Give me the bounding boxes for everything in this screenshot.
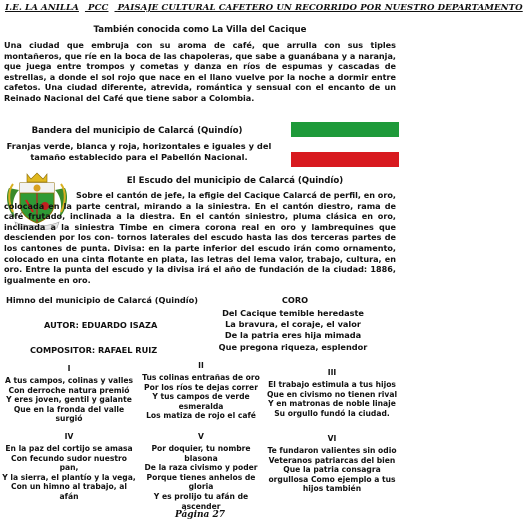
flag-stripe-white [291, 137, 399, 152]
stanza-line: Su orgullo fundó la ciudad. [274, 408, 390, 418]
coro-line: La bravura, el coraje, el valor [225, 319, 361, 330]
stanza-line: El trabajo estimula a tus hijos [268, 380, 396, 389]
stanza-number: VI [327, 434, 337, 443]
stanza-line: En la paz del cortijo se amasa [5, 444, 133, 453]
intro-paragraph: Una ciudad que embruja con su aroma de café, que arrulla con sus tiples montañeros, que ríe en la boca de las chapoleras, que sabe a guanábana y a naranja, que juega entre trompos y cometas y danza en ríos de espumas y cascadas de estrellas, a donde el sol rojo que nace en el llano vuelve por la noche a dormir entre cafetos. Una ciudad diferente, atrevida, romántica y sensual con el encanto de un Reinado Nacional del Café que tiene sabor a Colombia. [4, 40, 396, 103]
stanza-line: Y la sierra, el plantío y la vega, [2, 472, 136, 482]
stanza-number: III [327, 368, 337, 377]
stanza-line: Tus colinas entrañas de oro [142, 373, 260, 382]
coro-label: CORO [281, 295, 309, 305]
stanza-line: Y en matronas de noble linaje [268, 399, 396, 409]
stanza-line: A tus campos, colinas y valles [4, 376, 134, 385]
hymn-composer: COMPOSITOR: RAFAEL RUIZ [30, 345, 158, 355]
header-title: PAISAJE CULTURAL CAFETERO UN RECORRIDO POR NUESTRO DEPARTAMENTO [117, 3, 523, 13]
stanza-line: Con fecundo sudor nuestro pan, [11, 453, 127, 473]
hymn-title: Himno del municipio de Calarcá (Quindío) [6, 295, 198, 305]
stanza-line: Los matiza de rojo el café [146, 411, 256, 421]
coro-line: Que pregona riqueza, esplendor [218, 341, 368, 352]
stanza-6 [264, 434, 400, 494]
stanza-3 [264, 368, 400, 418]
stanza-line: Porque tienes anhelos de gloria [146, 472, 256, 492]
stanza-line: Por los ríos te dejas correr [144, 382, 258, 392]
coro-block [218, 308, 368, 353]
stanza-2 [135, 361, 267, 421]
flag-title: Bandera del municipio de Calarcá (Quindío) [31, 126, 243, 136]
stanza-line: orgullosa Como ejemplo a tus [268, 474, 396, 484]
stanza-line: Y tus campos de verde [152, 392, 250, 402]
shield-paragraph: Sobre el cantón de jefe, la efigie del Cacique Calarcá de perfil, en oro, colocada en la parte central, mirando a la siniestra. En el cantón diestro, rama de café frutado, inclinada a la diestra. En el cantón siniestro, pluma clásica en oro, inclinada a la siniestra Timbe en cimera corona real en oro y lambrequines que descienden por los con- tornos laterales del escudo hasta las dos terceras partes de los cantones de punta. Divisa: en la parte inferior del escudo irán como ornamento, colocado en una cinta flotante en plata, las letras del lema valor, trabajo, cultura, en oro. Entre la punta del escudo y la divisa irá el año de fundación de la ciudad: 1886, igualmente en oro. [4, 190, 396, 285]
page-number: Página 27 [174, 510, 226, 520]
flag-description: Franjas verde, blanca y roja, horizontales e iguales y del tamaño establecido para el Pabellón Nacional. [6, 141, 272, 162]
school-name: I.E. LA ANILLA [5, 3, 79, 13]
coro-line: De la patria eres hija mimada [224, 330, 362, 341]
stanza-line: Con derroche natura premió [8, 385, 130, 395]
stanza-line: Te fundaron valientes sin odio [267, 446, 397, 455]
stanza-number: I [67, 364, 71, 373]
page-header [5, 3, 523, 13]
stanza-line: esmeralda [178, 401, 224, 411]
stanza-line: Y es prolijo tu afán de ascender [153, 491, 249, 511]
stanza-number: II [198, 361, 204, 370]
stanza-line: De la raza civismo y poder [144, 463, 258, 473]
header-abbr: PCC [88, 3, 109, 13]
stanza-5 [135, 432, 267, 511]
intro-title: También conocida como La Villa del Cacique [93, 25, 307, 35]
shield-title: El Escudo del municipio de Calarcá (Quindío) [126, 176, 344, 186]
stanza-line: Que en civismo no tienen rival [266, 389, 398, 399]
stanza-line: Que en la fronda del valle [13, 404, 125, 414]
flag-stripe-green [291, 122, 399, 137]
stanza-line: Y eres joven, gentil y galante [6, 395, 132, 405]
municipal-flag [291, 122, 399, 167]
stanza-line: Con un himno al trabajo, al afán [11, 482, 127, 501]
hymn-author: AUTOR: EDUARDO ISAZA [44, 320, 158, 330]
stanza-line: hijos también [302, 484, 362, 494]
stanza-number: IV [64, 432, 74, 441]
stanza-line: blasona [184, 453, 218, 463]
coro-line: Del Cacique temible heredaste [222, 308, 364, 318]
stanza-line: Por doquier, tu nombre [151, 444, 251, 453]
stanza-number: V [198, 432, 204, 441]
stanza-line: Que la patria consagra [283, 465, 381, 475]
stanza-line: surgió [55, 414, 83, 424]
stanza-4 [2, 432, 136, 502]
flag-stripe-red [291, 152, 399, 167]
stanza-line: Veteranos patriarcas del bien [268, 455, 396, 465]
stanza-1 [2, 364, 136, 424]
